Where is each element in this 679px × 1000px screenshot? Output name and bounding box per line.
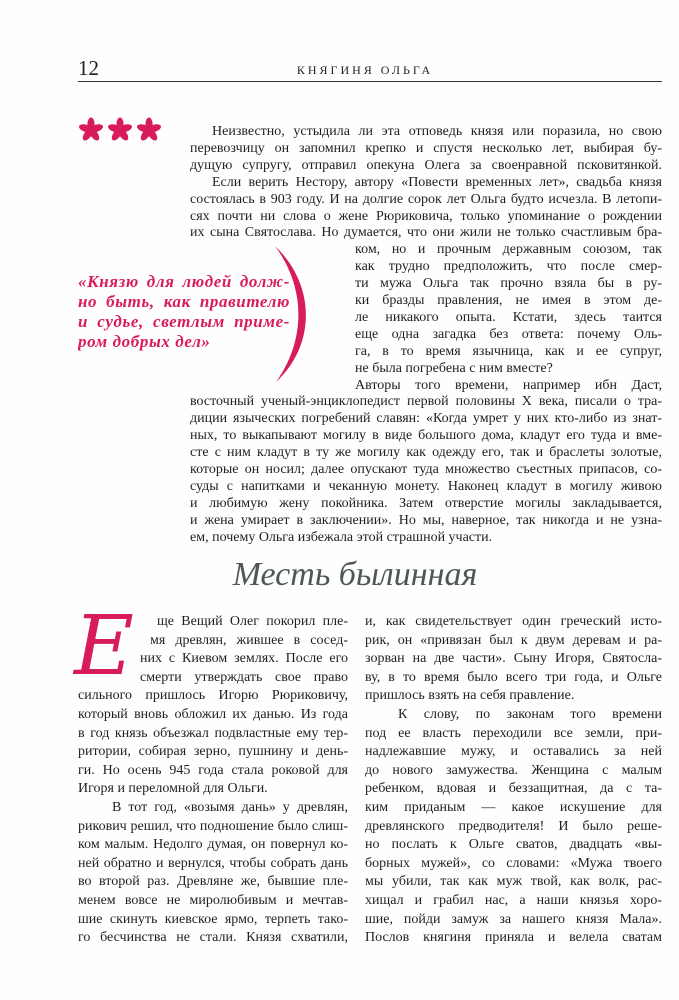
text-line: сях почти ни слова о жене Рюриковича, только упоминание о рождении bbox=[190, 208, 662, 224]
text-line: рик, он «привязан был к двум деревам и ра- bbox=[365, 632, 662, 648]
text-line: до нового замужества. Женщина с малым bbox=[365, 762, 662, 778]
quote-bracket-decoration bbox=[260, 240, 320, 390]
pull-quote-line: ром добрых дел» bbox=[78, 332, 211, 351]
running-title: КНЯГИНЯ ОЛЬГА bbox=[296, 63, 434, 77]
drop-cap: Е bbox=[74, 599, 134, 694]
text-line: в год князь объезжал подвластные ему тер- bbox=[78, 725, 348, 741]
text-line: и любимую жену покойника. Затем отверстие могилы закладывается, bbox=[190, 495, 662, 511]
page-number: 12 bbox=[78, 56, 99, 80]
header-rule bbox=[78, 81, 662, 82]
text-line: и жена умирает в заключении». Но мы, наверное, так никогда и не узна- bbox=[190, 512, 662, 528]
text-line: надлежавшие мужу, и оставались за ней bbox=[365, 744, 662, 760]
text-line: ребенком, вдовая и беззащитная, да с та- bbox=[365, 781, 662, 797]
text-line: состоялась в 903 году. И на долгие сорок лет Ольга будто исчезла. В летопи- bbox=[190, 191, 662, 207]
text-line: ем, почему Ольга избежала этой страшной участи. bbox=[190, 529, 493, 545]
text-line: шие скинуть киевское ярмо, терпеть тако- bbox=[78, 911, 348, 927]
text-line: суды с напитками и чеканную монету. Наконец кладут в могилу живою bbox=[190, 478, 662, 494]
text-line: борных мужей», со словами: «Мужа твоего bbox=[365, 855, 662, 871]
text-line: менем вовсе не миролюбивым и мечтав- bbox=[78, 893, 348, 908]
text-line: ким приданым — какое искушение для bbox=[365, 800, 662, 815]
text-line: диции языческих погребений славян: «Когда умрет у них кто-либо из знат- bbox=[190, 411, 662, 427]
text-line: га, в то время язычница, как и ее супруг, bbox=[355, 343, 662, 359]
text-line: под ее власть переходили все земли, при- bbox=[365, 725, 662, 741]
text-line: мя древлян, жившее в сосед- bbox=[150, 632, 348, 648]
text-line: ки бразды правления, не имея в этом де- bbox=[355, 293, 662, 308]
text-line: хищал и грабил нас, а наши князья хоро- bbox=[365, 893, 662, 908]
text-line: В тот год, «возымя дань» у древлян, bbox=[112, 800, 348, 815]
text-line: который вновь обложил их данью. Из года bbox=[78, 707, 348, 722]
text-line: еще одна загадка без ответа: почему Оль- bbox=[355, 326, 662, 342]
text-line: Неизвестно, устыдила ли эта отповедь князя или поразила, но свою bbox=[212, 124, 662, 139]
text-line: зорван на две части». Сыну Игоря, Святосла- bbox=[365, 651, 662, 667]
text-line: как трудно предположить, что после смер- bbox=[355, 259, 662, 275]
text-line: мы убили, так как муж твой, как волк, рас- bbox=[365, 874, 662, 890]
text-line: пришлось взять на себя правление. bbox=[365, 688, 575, 704]
text-line: перевозчицу он запомнил крепко и спустя несколько лет, выбирая бу- bbox=[190, 140, 662, 156]
text-line: ком малым. Недолго думая, он повернул ко- bbox=[78, 837, 348, 853]
text-line: Игоря и переломной для Ольги. bbox=[78, 781, 268, 797]
text-line: ще Вещий Олег покорил пле- bbox=[157, 614, 348, 629]
pull-quote-line: и судье, светлым приме- bbox=[78, 312, 290, 331]
text-line: ву, в то время было всего три года, и Ольге bbox=[365, 669, 662, 685]
pull-quote-line: но быть, как правителю bbox=[78, 292, 290, 311]
text-line: Авторы того времени, например ибн Даст, bbox=[355, 377, 662, 393]
text-line: их сына Святослава. Но думается, что они жили не только счастливым бра- bbox=[190, 225, 662, 241]
text-line: К слову, по законам того времени bbox=[398, 707, 662, 722]
pull-quote bbox=[78, 272, 290, 352]
text-line: во второй раз. Древляне же, бывшие пле- bbox=[78, 874, 348, 890]
text-line: ги. Но осень 945 года стала роковой для bbox=[78, 762, 348, 778]
text-line: восточный ученый-энциклопедист первой половины X века, писали о тра- bbox=[190, 394, 662, 410]
text-line: смерти утверждать свое право bbox=[140, 669, 348, 685]
text-line: рикович решил, что подношение было слиш- bbox=[78, 818, 348, 834]
pull-quote-line: «Князю для людей долж- bbox=[78, 272, 290, 291]
text-line: ней обратно и вернулся, чтобы собрать дань bbox=[78, 855, 348, 871]
three-flowers-icon bbox=[78, 117, 162, 143]
text-line: шие, пойди замуж за нашего князя Мала». bbox=[365, 911, 662, 927]
text-line: не была погребена с ним вместе? bbox=[355, 360, 553, 376]
text-line: ных, то выкапывают могилу в виде большого дома, кладут его туда и вме- bbox=[190, 428, 662, 444]
text-line: сильного пришлось Игорю Рюриковичу, bbox=[78, 688, 348, 704]
text-line: древлянского предводителя! И было реше- bbox=[365, 818, 662, 834]
text-line: ти мужа Ольга так прочно взяла бы в ру- bbox=[355, 276, 662, 292]
section-heading: Месть былинная bbox=[232, 556, 478, 593]
text-line: Послов княгиня приняла и велела сватам bbox=[365, 930, 662, 946]
text-line: Если верить Нестору, автору «Повести временных лет», свадьба князя bbox=[212, 174, 662, 190]
text-line: ле никакого опыта. Кстати, здесь таится bbox=[355, 309, 662, 325]
text-line: ком, но и прочным державным союзом, так bbox=[355, 242, 662, 258]
text-line: но послать к Ольге сватов, двадцать «вы- bbox=[365, 837, 662, 853]
text-line: них с Киевом землях. После его bbox=[140, 651, 348, 667]
text-line: дущую супругу, отправил опекуна Олега за своенравной псковитянкой. bbox=[190, 157, 662, 173]
text-line: сте с ним кладут в ту же могилу как одежду его, так и браслеты золотые, bbox=[190, 445, 662, 461]
text-line: ритории, собирая зерно, пушнину и день- bbox=[78, 744, 348, 760]
text-line: которые он носил; далее опускают туда множество съестных припасов, со- bbox=[190, 462, 662, 477]
text-line: го бесчинства не стали. Князя схватили, bbox=[78, 930, 348, 946]
text-line: и, как свидетельствует один греческий исто- bbox=[365, 614, 662, 629]
